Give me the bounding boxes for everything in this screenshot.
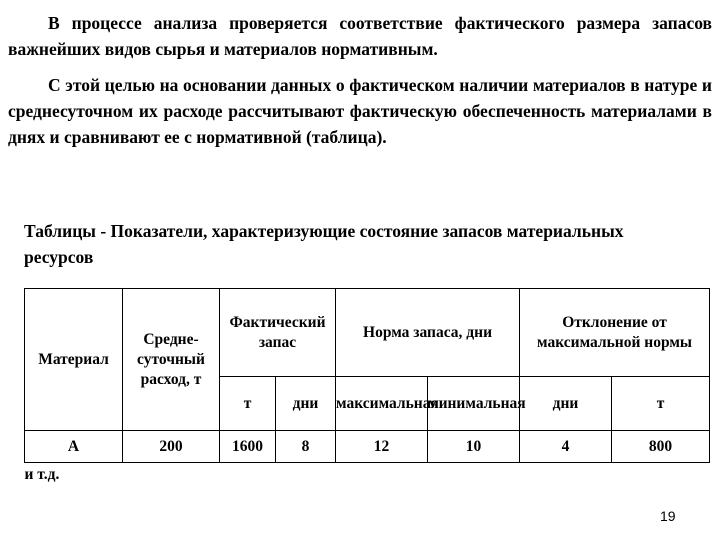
header-daily-use: Средне-суточный расход, т xyxy=(123,289,220,431)
header-material: Материал xyxy=(25,289,123,431)
header-stock-days: дни xyxy=(276,377,336,431)
cell-norm-min: 10 xyxy=(428,431,520,463)
header-deviation: Отклонение от максимальной нормы xyxy=(520,289,710,377)
header-dev-days: дни xyxy=(520,377,612,431)
header-stock-t: т xyxy=(220,377,276,431)
cell-dev-t: 800 xyxy=(612,431,710,463)
header-norm-min: минимальная xyxy=(428,377,520,431)
cell-material: А xyxy=(25,431,123,463)
paragraph-1 xyxy=(8,10,712,62)
header-actual-stock: Фактический запас xyxy=(220,289,336,377)
table-caption: Таблицы - Показатели, характеризующие состояние запасов материальных ресурсов xyxy=(24,221,624,267)
paragraph-2 xyxy=(8,72,712,150)
cell-dev-days: 4 xyxy=(520,431,612,463)
paragraph-2-text: С этой целью на основании данных о фактическом наличии материалов в натуре и среднесуточном их расходе рассчитывают фактическую обеспеченность материалами в днях и сравнивают ее с нормативной (таблица). xyxy=(8,75,712,147)
header-norm-max: максимальная xyxy=(336,377,428,431)
paragraph-1-text: В процессе анализа проверяется соответствие фактического размера запасов важнейших видов сырья и материалов нормативным. xyxy=(8,13,712,59)
stock-table xyxy=(24,288,710,487)
page-number: 19 xyxy=(660,508,676,524)
cell-stock-days: 8 xyxy=(276,431,336,463)
cell-stock-t: 1600 xyxy=(220,431,276,463)
table-footer-etc: и т.д. xyxy=(24,465,60,483)
header-stock-norm: Норма запаса, дни xyxy=(336,289,520,377)
header-dev-t: т xyxy=(612,377,710,431)
table-row xyxy=(25,431,710,463)
cell-norm-max: 12 xyxy=(336,431,428,463)
cell-daily-use: 200 xyxy=(123,431,220,463)
